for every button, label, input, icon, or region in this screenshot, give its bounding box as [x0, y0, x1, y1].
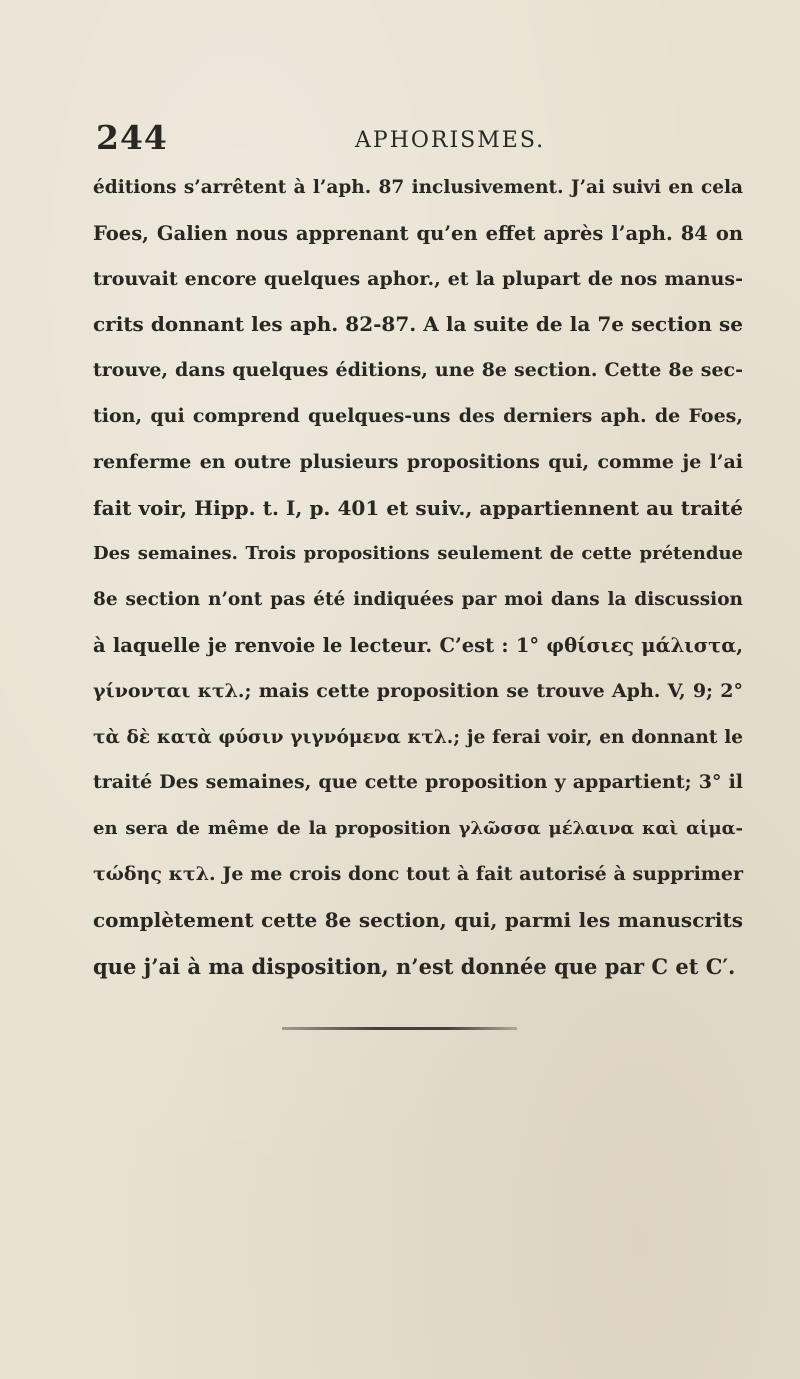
body-text [93, 165, 743, 989]
text-line: trouve, dans quelques éditions, une 8e section. Cette 8e sec- [93, 359, 743, 382]
text-line: tion, qui comprend quelques-uns des derniers aph. de Foes, [93, 404, 743, 427]
text-line: à laquelle je renvoie le lecteur. C’est : 1° φθίσιες μάλιστα, [93, 633, 743, 657]
text-line: éditions s’arrêtent à l’aph. 87 inclusivement. J’ai suivi en cela [93, 177, 743, 198]
text-line: fait voir, Hipp. t. I, p. 401 et suiv., appartiennent au traité [93, 495, 743, 520]
text-line: τώδης κτλ. Je me crois donc tout à fait autorisé à supprimer [93, 862, 743, 885]
page-number: 244 [96, 118, 168, 157]
text-line: τὰ δὲ κατὰ φύσιν γιγνόμενα κτλ.; je ferai voir, en donnant le [93, 726, 743, 748]
text-line: Foes, Galien nous apprenant qu’en effet après l’aph. 84 on [93, 221, 743, 245]
text-line: renferme en outre plusieurs propositions qui, comme je l’ai [93, 450, 743, 473]
text-line: complètement cette 8e section, qui, parmi les manuscrits [93, 907, 743, 932]
text-line: en sera de même de la proposition γλῶσσα μέλαινα καὶ αἱμα- [93, 818, 743, 840]
text-line: crits donnant les aph. 82-87. A la suite de la 7e section se [93, 312, 743, 337]
text-line: 8e section n’ont pas été indiquées par moi dans la discussion [93, 589, 743, 611]
text-line: trouvait encore quelques aphor., et la plupart de nos manus- [93, 267, 743, 290]
text-line: γίνονται κτλ.; mais cette proposition se trouve Aph. V, 9; 2° [93, 679, 743, 702]
text-line: que j’ai à ma disposition, n’est donnée que par C et C′. [93, 953, 736, 979]
running-title: APHORISMES. [355, 128, 546, 153]
text-line: Des semaines. Trois propositions seulement de cette prétendue [93, 543, 743, 565]
section-divider-rule [282, 1027, 517, 1030]
running-head [0, 118, 800, 158]
text-line: traité Des semaines, que cette proposition y appartient; 3° il [93, 771, 743, 794]
